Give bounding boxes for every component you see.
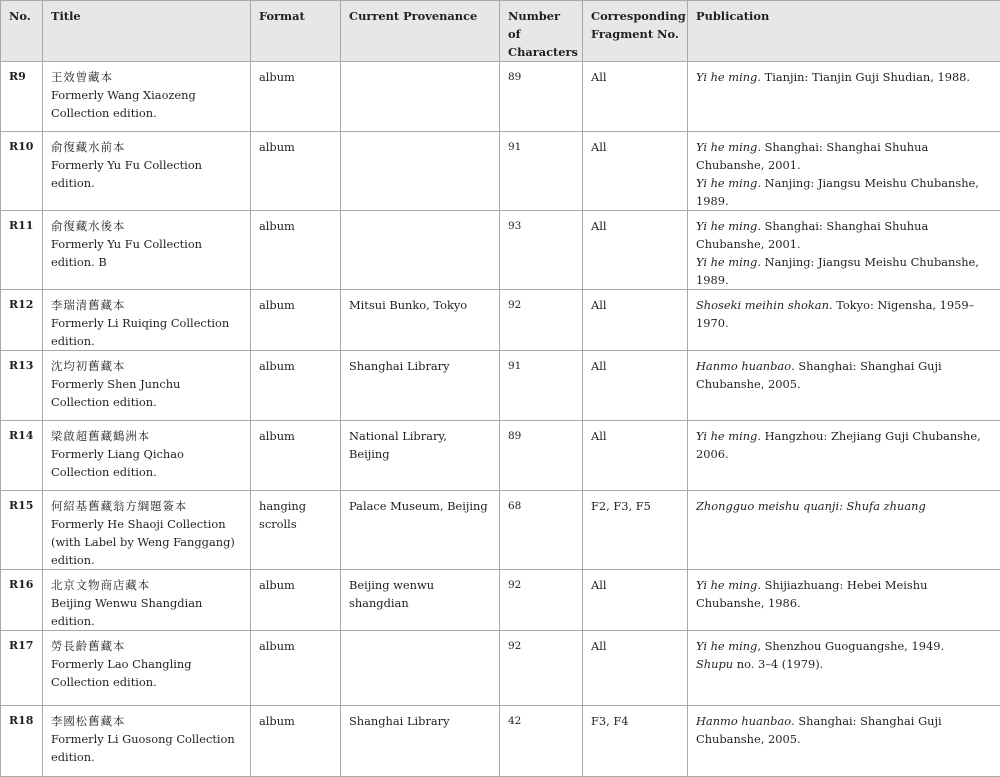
- cell-fragment: All: [583, 421, 688, 491]
- cell-provenance: [341, 211, 500, 290]
- title-english: Formerly Yu Fu Collection edition. B: [51, 235, 242, 271]
- publication-details: . Shanghai: Shanghai Guji Chubanshe, 2005.: [696, 714, 942, 746]
- header-no: No.: [1, 1, 43, 62]
- title-english: Formerly Li Guosong Collection edition.: [51, 730, 242, 766]
- table-row: [1, 290, 1000, 351]
- cell-provenance: Shanghai Library: [341, 706, 500, 777]
- cell-fragment: F2, F3, F5: [583, 491, 688, 570]
- publication-title: Yi he ming: [696, 639, 757, 653]
- title-english: Beijing Wenwu Shangdian edition.: [51, 594, 242, 630]
- cell-provenance: Beijing wenwu shangdian: [341, 570, 500, 631]
- title-chinese: 李國松舊藏本: [51, 712, 242, 730]
- publication-title: Yi he ming: [696, 70, 757, 84]
- cell-chars: 89: [500, 62, 583, 132]
- cell-publication: [688, 132, 1000, 211]
- cell-no: R18: [1, 706, 43, 777]
- title-english: Formerly Lao Changling Collection edition.: [51, 655, 242, 691]
- header-chars: Number of Characters: [500, 1, 583, 62]
- publication-title: Yi he ming: [696, 140, 757, 154]
- publication-details: . Nanjing: Jiangsu Meishu Chubanshe, 1989.: [696, 255, 979, 287]
- title-english: Formerly Liang Qichao Collection edition.: [51, 445, 242, 481]
- title-english: Formerly Shen Junchu Collection edition.: [51, 375, 242, 411]
- cell-format: album: [251, 570, 341, 631]
- publication-title: Shupu: [696, 657, 733, 671]
- cell-format: album: [251, 631, 341, 706]
- cell-publication: [688, 62, 1000, 132]
- cell-no: R15: [1, 491, 43, 570]
- cell-title: [43, 706, 251, 777]
- cell-fragment: All: [583, 631, 688, 706]
- cell-title: [43, 631, 251, 706]
- publication-details: . Shanghai: Shanghai Guji Chubanshe, 2005.: [696, 359, 942, 391]
- title-english: Formerly Yu Fu Collection edition.: [51, 156, 242, 192]
- cell-title: [43, 290, 251, 351]
- cell-chars: 91: [500, 132, 583, 211]
- cell-fragment: All: [583, 290, 688, 351]
- cell-title: [43, 421, 251, 491]
- cell-publication: [688, 706, 1000, 777]
- table-row: [1, 421, 1000, 491]
- cell-format: album: [251, 706, 341, 777]
- title-english: Formerly Wang Xiaozeng Collection edition.: [51, 86, 242, 122]
- cell-format: album: [251, 62, 341, 132]
- cell-fragment: All: [583, 132, 688, 211]
- cell-title: [43, 211, 251, 290]
- cell-publication: [688, 491, 1000, 570]
- publication-title: Yi he ming: [696, 219, 757, 233]
- table-row: [1, 706, 1000, 777]
- cell-title: [43, 491, 251, 570]
- header-title: Title: [43, 1, 251, 62]
- publication-details: . Tokyo: Nigensha, 1959–1970.: [696, 298, 974, 330]
- publication-line: [696, 427, 992, 463]
- table-header-row: [1, 1, 1000, 62]
- table-row: [1, 211, 1000, 290]
- title-chinese: 王效曾藏本: [51, 68, 242, 86]
- publication-line: [696, 174, 992, 210]
- cell-chars: 91: [500, 351, 583, 421]
- cell-publication: [688, 631, 1000, 706]
- cell-fragment: F3, F4: [583, 706, 688, 777]
- publication-line: [696, 497, 992, 515]
- cell-provenance: [341, 132, 500, 211]
- cell-fragment: All: [583, 351, 688, 421]
- cell-format: album: [251, 421, 341, 491]
- cell-no: R14: [1, 421, 43, 491]
- title-chinese: 何紹基舊藏翁方綱題簽本: [51, 497, 242, 515]
- cell-no: R9: [1, 62, 43, 132]
- title-chinese: 俞復藏水後本: [51, 217, 242, 235]
- cell-chars: 92: [500, 631, 583, 706]
- cell-chars: 42: [500, 706, 583, 777]
- cell-publication: [688, 421, 1000, 491]
- table-row: [1, 570, 1000, 631]
- cell-no: R12: [1, 290, 43, 351]
- publication-details: . Shanghai: Shanghai Shuhua Chubanshe, 2001.: [696, 140, 928, 172]
- table-row: [1, 491, 1000, 570]
- publication-line: [696, 576, 992, 612]
- publication-title: Yi he ming: [696, 255, 757, 269]
- cell-no: R17: [1, 631, 43, 706]
- cell-no: R16: [1, 570, 43, 631]
- cell-title: [43, 351, 251, 421]
- table-row: [1, 62, 1000, 132]
- title-english: Formerly Li Ruiqing Collection edition.: [51, 314, 242, 350]
- title-english: Formerly He Shaoji Collection (with Label by Weng Fanggang) edition.: [51, 515, 242, 569]
- cell-format: album: [251, 132, 341, 211]
- cell-publication: [688, 351, 1000, 421]
- publication-line: [696, 68, 992, 86]
- publication-details: , Shenzhou Guoguangshe, 1949.: [757, 639, 944, 653]
- cell-title: [43, 570, 251, 631]
- publication-title: Yi he ming: [696, 578, 757, 592]
- publication-line: [696, 712, 992, 748]
- cell-provenance: [341, 62, 500, 132]
- cell-publication: [688, 290, 1000, 351]
- title-chinese: 北京文物商店藏本: [51, 576, 242, 594]
- cell-chars: 89: [500, 421, 583, 491]
- publication-details: . Shijiazhuang: Hebei Meishu Chubanshe, 1986.: [696, 578, 927, 610]
- cell-provenance: National Library, Beijing: [341, 421, 500, 491]
- publication-line: [696, 655, 992, 673]
- title-chinese: 梁啟超舊藏鶴洲本: [51, 427, 242, 445]
- cell-publication: [688, 211, 1000, 290]
- cell-title: [43, 132, 251, 211]
- header-publication: Publication: [688, 1, 1000, 62]
- cell-provenance: [341, 631, 500, 706]
- cell-chars: 68: [500, 491, 583, 570]
- cell-provenance: Mitsui Bunko, Tokyo: [341, 290, 500, 351]
- publication-details: . Hangzhou: Zhejiang Guji Chubanshe, 2006.: [696, 429, 981, 461]
- table-row: [1, 351, 1000, 421]
- publication-details: . Shanghai: Shanghai Shuhua Chubanshe, 2001.: [696, 219, 928, 251]
- publication-line: [696, 217, 992, 253]
- header-format: Format: [251, 1, 341, 62]
- cell-chars: 92: [500, 290, 583, 351]
- cell-format: album: [251, 211, 341, 290]
- cell-format: album: [251, 290, 341, 351]
- publication-title: Zhongguo meishu quanji: Shufa zhuang: [696, 499, 926, 513]
- header-provenance: Current Provenance: [341, 1, 500, 62]
- title-chinese: 俞復藏水前本: [51, 138, 242, 156]
- publication-title: Hanmo huanbao: [696, 714, 791, 728]
- cell-chars: 93: [500, 211, 583, 290]
- cell-title: [43, 62, 251, 132]
- publication-line: [696, 138, 992, 174]
- table-body: [1, 62, 1000, 777]
- cell-no: R10: [1, 132, 43, 211]
- publication-title: Yi he ming: [696, 429, 757, 443]
- cell-no: R13: [1, 351, 43, 421]
- publication-title: Yi he ming: [696, 176, 757, 190]
- title-chinese: 勞長齡舊藏本: [51, 637, 242, 655]
- cell-chars: 92: [500, 570, 583, 631]
- table-row: [1, 132, 1000, 211]
- cell-format: album: [251, 351, 341, 421]
- publication-details: no. 3–4 (1979).: [733, 657, 823, 671]
- publication-line: [696, 357, 992, 393]
- publication-line: [696, 637, 992, 655]
- header-fragment: Corresponding Fragment No.: [583, 1, 688, 62]
- title-chinese: 李瑞清舊藏本: [51, 296, 242, 314]
- publication-line: [696, 253, 992, 289]
- publication-details: . Tianjin: Tianjin Guji Shudian, 1988.: [757, 70, 970, 84]
- cell-provenance: Shanghai Library: [341, 351, 500, 421]
- cell-fragment: All: [583, 211, 688, 290]
- cell-publication: [688, 570, 1000, 631]
- publication-details: . Nanjing: Jiangsu Meishu Chubanshe, 1989.: [696, 176, 979, 208]
- table-row: [1, 631, 1000, 706]
- cell-fragment: All: [583, 62, 688, 132]
- title-chinese: 沈均初舊藏本: [51, 357, 242, 375]
- publication-title: Shoseki meihin shokan: [696, 298, 829, 312]
- cell-fragment: All: [583, 570, 688, 631]
- cell-format: hanging scrolls: [251, 491, 341, 570]
- publication-line: [696, 296, 992, 332]
- cell-no: R11: [1, 211, 43, 290]
- publication-title: Hanmo huanbao: [696, 359, 791, 373]
- cell-provenance: Palace Museum, Beijing: [341, 491, 500, 570]
